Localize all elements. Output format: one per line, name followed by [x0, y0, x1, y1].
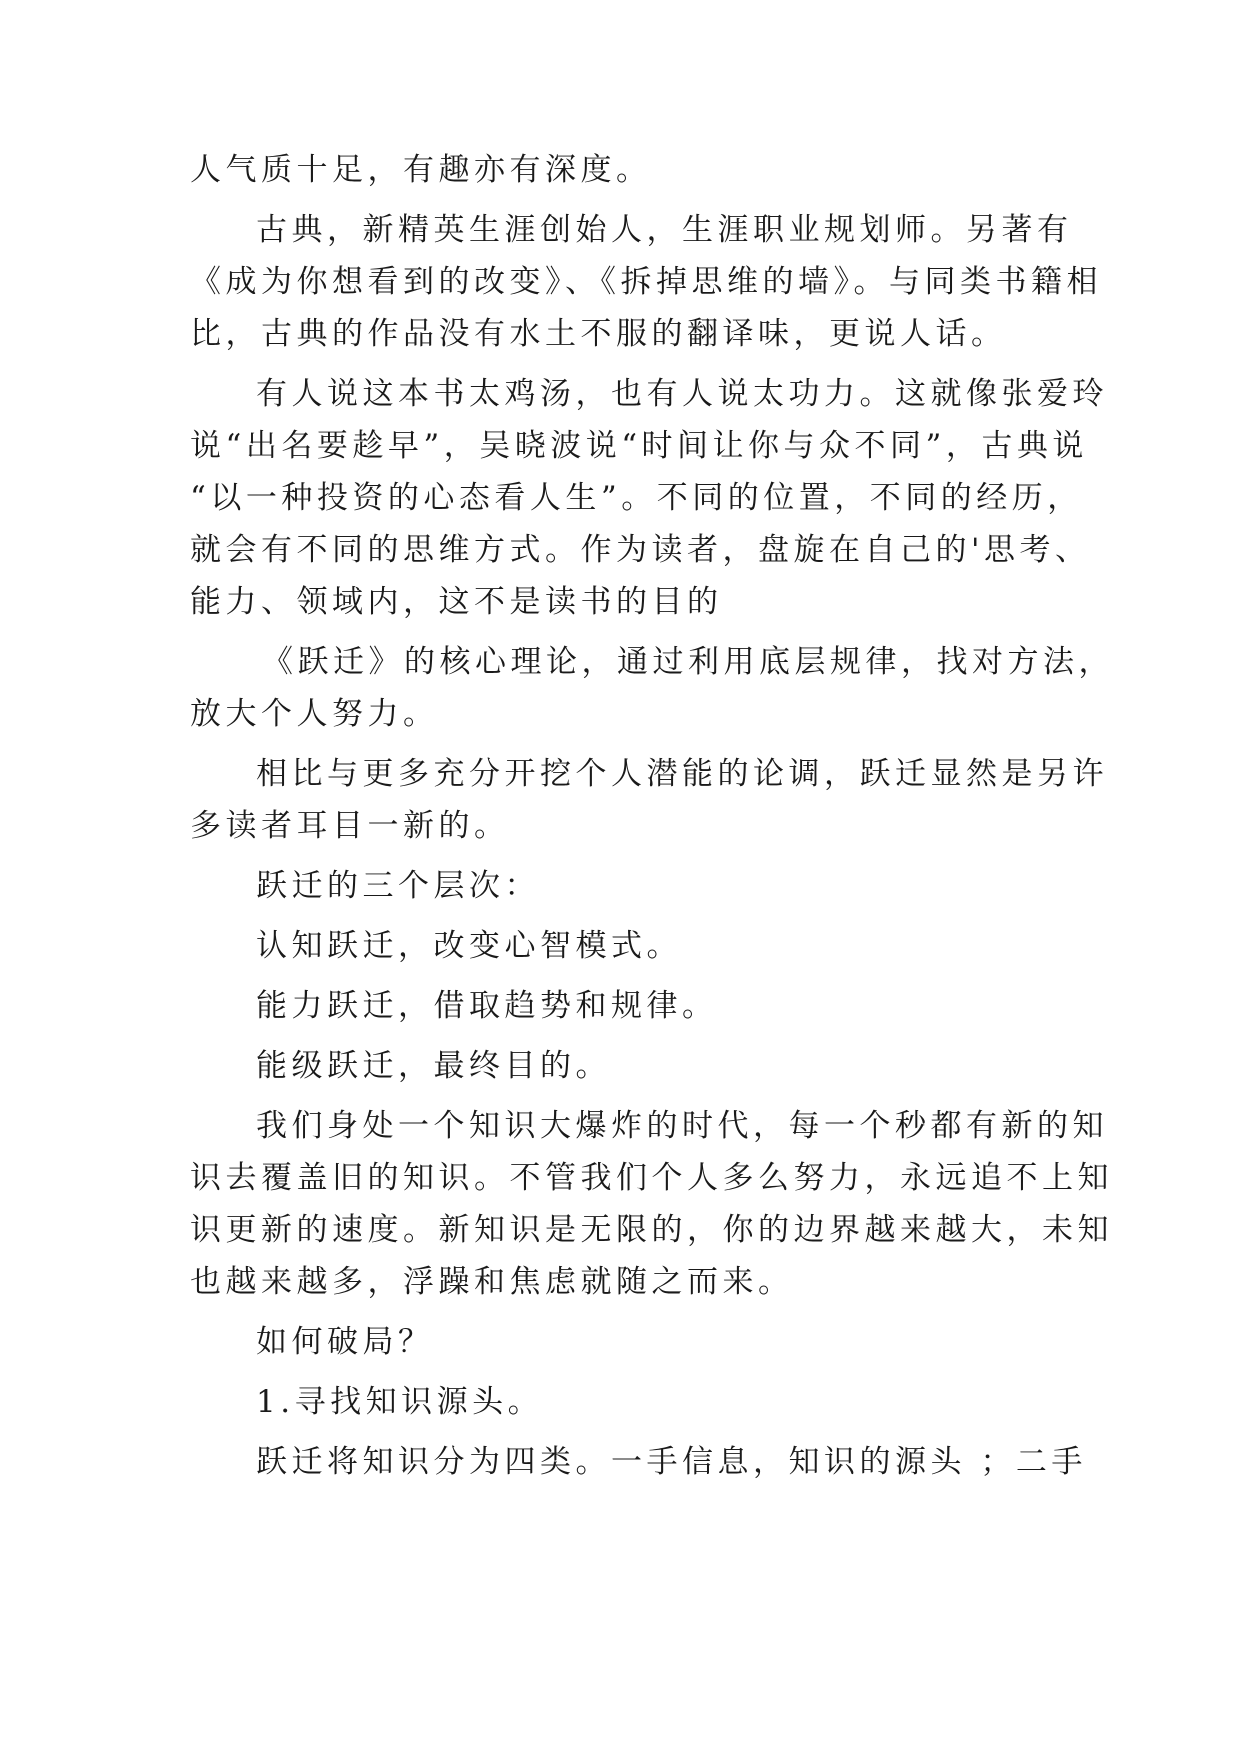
text-line: 能力、领域内，这不是读书的目的	[190, 584, 723, 620]
list-item: 能力跃迁，借取趋势和规律。	[256, 988, 718, 1024]
text-line: 也越来越多，浮躁和焦虑就随之而来。	[190, 1264, 794, 1300]
text-line: 说“出名要趁早”，吴晓波说“时间让你与众不同”，古典说	[190, 428, 1088, 464]
paragraph-start: 如何破局？	[256, 1324, 434, 1360]
text-line: 识更新的速度。新知识是无限的，你的边界越来越大，未知	[190, 1212, 1113, 1248]
text-line: 放大个人努力。	[190, 696, 439, 732]
text-line: 《成为你想看到的改变》、《拆掉思维的墙》。与同类书籍相	[190, 264, 1102, 300]
text-line: 多读者耳目一新的。	[190, 808, 510, 844]
paragraph-start: 跃迁的三个层次：	[256, 868, 540, 904]
text-line: 人气质十足，有趣亦有深度。	[190, 152, 652, 188]
paragraph-start: 有人说这本书太鸡汤，也有人说太功力。这就像张爱玲	[256, 376, 1108, 412]
paragraph-start: 1.寻找知识源头。	[256, 1384, 544, 1420]
text-line: 比，古典的作品没有水土不服的翻译味，更说人话。	[190, 316, 1007, 352]
paragraph-start: 跃迁将知识分为四类。一手信息，知识的源头 ；二手	[256, 1444, 1087, 1480]
paragraph-start: 古典，新精英生涯创始人，生涯职业规划师。另著有	[256, 212, 1073, 248]
list-item: 认知跃迁，改变心智模式。	[256, 928, 682, 964]
text-line: 识去覆盖旧的知识。不管我们个人多么努力，永远追不上知	[190, 1160, 1113, 1196]
list-item: 能级跃迁，最终目的。	[256, 1048, 611, 1084]
text-line: 就会有不同的思维方式。作为读者，盘旋在自己的'思考、	[190, 532, 1091, 568]
paragraph-start: 相比与更多充分开挖个人潜能的论调，跃迁显然是另许	[256, 756, 1108, 792]
paragraph-start: 我们身处一个知识大爆炸的时代，每一个秒都有新的知	[256, 1108, 1108, 1144]
paragraph-start: 《跃迁》的核心理论，通过利用底层规律，找对方法，	[262, 644, 1114, 680]
text-line: “以一种投资的心态看人生”。不同的位置，不同的经历，	[190, 480, 1083, 516]
